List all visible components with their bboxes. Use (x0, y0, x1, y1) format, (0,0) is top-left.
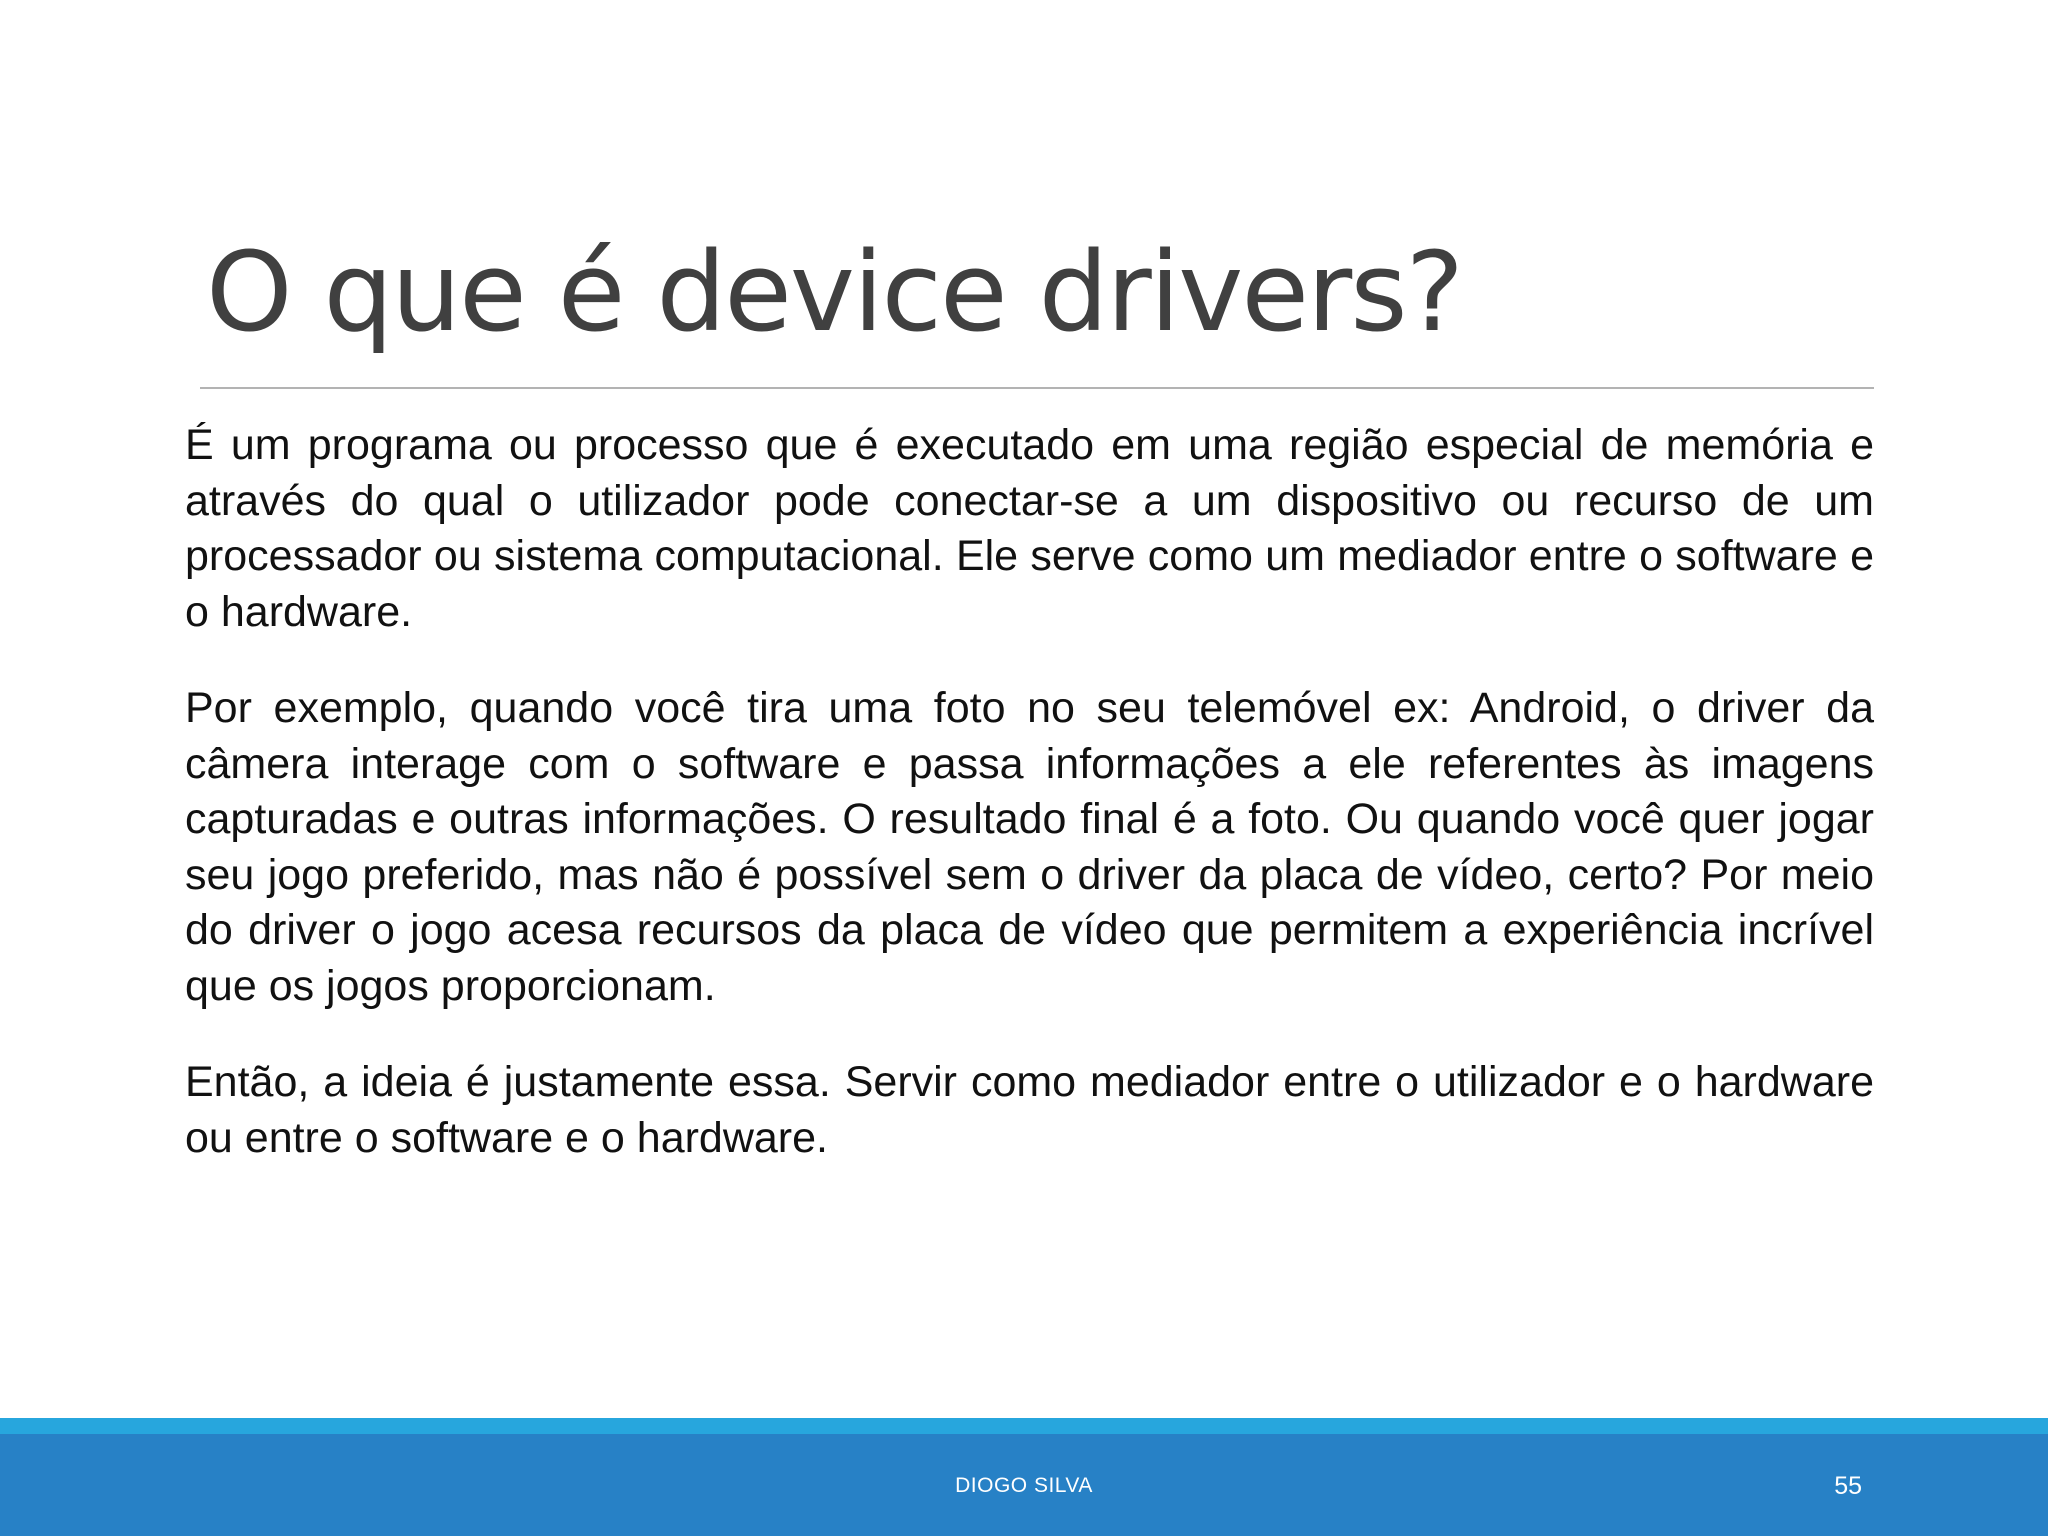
body-paragraph-2: Por exemplo, quando você tira uma foto no seu telemóvel ex: Android, o driver da câmera interage com o software e passa informações a ele referentes às imagens capturadas e outras informações. O resultado final é a foto. Ou quando você quer jogar seu jogo preferido, mas não é possível sem o driver da placa de vídeo, certo? Por meio do driver o jogo acesa recursos da placa de vídeo que permitem a experiência incrível que os jogos proporcionam. (185, 684, 1874, 1010)
footer-accent-stripe (0, 1418, 2048, 1434)
slide-body (185, 418, 1874, 1207)
footer-author: DIOGO SILVA (955, 1474, 1093, 1497)
body-paragraph-3: Então, a ideia é justamente essa. Servir como mediador entre o utilizador e o hardware ou entre o software e o hardware. (185, 1058, 1874, 1162)
slide-title: O que é device drivers? (206, 228, 1462, 356)
page-number: 55 (1834, 1472, 1862, 1500)
title-divider (200, 387, 1874, 389)
body-paragraph-1: É um programa ou processo que é executado em uma região especial de memória e através do qual o utilizador pode conectar-se a um dispositivo ou recurso de um processador ou sistema computacional. Ele serve como um mediador entre o software e o hardware. (185, 421, 1874, 636)
